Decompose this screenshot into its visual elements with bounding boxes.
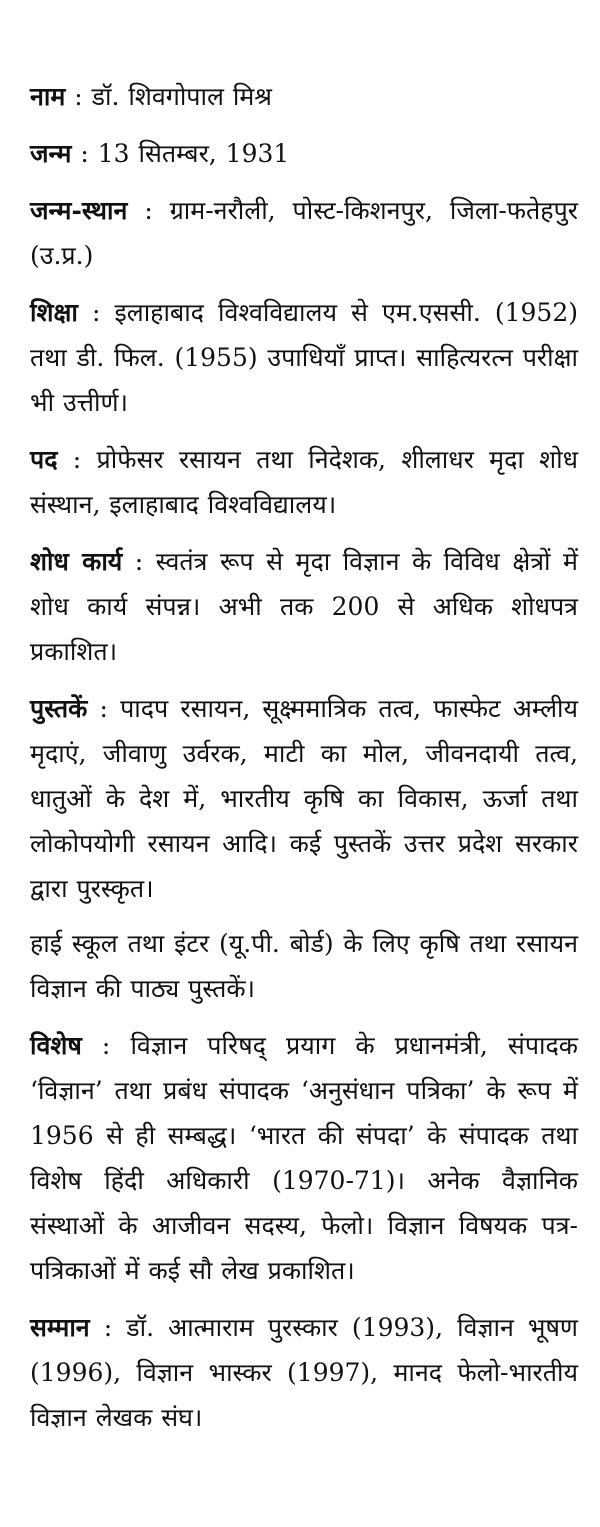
entry-separator: :: [87, 694, 121, 723]
entry-position: [30, 437, 578, 527]
entry-birth: [30, 131, 578, 176]
entry-label: पद: [30, 445, 58, 474]
entry-text: इलाहाबाद विश्वविद्यालय से एम.एससी. (1952) तथा डी. फिल. (1955) उपाधियाँ प्राप्त। साहित्यरत्न परीक्षा भी उत्तीर्ण।: [30, 298, 578, 417]
entry-education: [30, 290, 578, 425]
entry-separator: :: [65, 82, 92, 111]
entry-separator: :: [89, 1313, 127, 1342]
entry-separator: :: [81, 1031, 131, 1060]
entry-label: जन्म-स्थान: [30, 196, 128, 225]
entry-name: [30, 74, 578, 119]
entry-text: ग्राम-नरौली, पोस्ट-किशनपुर, जिला-फतेहपुर (उ.प्र.): [30, 196, 578, 270]
entry-label: पुस्तकें: [30, 694, 88, 723]
entry-label: नाम: [30, 82, 66, 111]
entry-books: [30, 686, 578, 911]
entry-text: प्रोफेसर रसायन तथा निदेशक, शीलाधर मृदा शोध संस्थान, इलाहाबाद विश्वविद्यालय।: [30, 445, 578, 519]
entry-label: जन्म: [30, 139, 72, 168]
entry-separator: :: [71, 139, 98, 168]
entry-separator: :: [127, 196, 170, 225]
entry-text: पादप रसायन, सूक्ष्ममात्रिक तत्व, फास्फेट अम्लीय मृदाएं, जीवाणु उर्वरक, माटी का मोल, जीवनदायी तत्व, धातुओं के देश में, भारतीय कृषि का विकास, ऊर्जा तथा लोकोपयोगी रसायन आदि। कई पुस्तकें उत्तर प्रदेश सरकार द्वारा पुरस्कृत।: [30, 694, 578, 903]
entry-textbooks: [30, 921, 578, 1011]
entry-label: शिक्षा: [30, 298, 78, 327]
entry-research: [30, 539, 578, 674]
entry-text: डॉ. आत्माराम पुरस्कार (1993), विज्ञान भूषण (1996), विज्ञान भास्कर (1997), मानद फेलो-भारतीय विज्ञान लेखक संघ।: [30, 1313, 578, 1432]
entry-separator: :: [57, 445, 97, 474]
entry-text: डॉ. शिवगोपाल मिश्र: [91, 82, 273, 111]
entry-separator: :: [77, 298, 115, 327]
entry-label: विशेष: [30, 1031, 82, 1060]
entry-separator: :: [122, 547, 156, 576]
entry-text: स्वतंत्र रूप से मृदा विज्ञान के विविध क्षेत्रों में शोध कार्य संपन्न। अभी तक 200 से अधिक शोधपत्र प्रकाशित।: [30, 547, 578, 666]
entry-label: सम्मान: [30, 1313, 90, 1342]
entry-label: शोध कार्य: [30, 547, 123, 576]
entry-text: हाई स्कूल तथा इंटर (यू.पी. बोर्ड) के लिए कृषि तथा रसायन विज्ञान की पाठ्य पुस्तकें।: [30, 929, 578, 1003]
entry-text: 13 सितम्बर, 1931: [97, 139, 290, 168]
entry-special: [30, 1023, 578, 1293]
entry-text: विज्ञान परिषद् प्रयाग के प्रधानमंत्री, संपादक ‘विज्ञान’ तथा प्रबंध संपादक ‘अनुसंधान पत्रिका’ के रूप में 1956 से ही सम्बद्ध। ‘भारत की संपदा’ के संपादक तथा विशेष हिंदी अधिकारी (1970-71)। अनेक वैज्ञानिक संस्थाओं के आजीवन सदस्य, फेलो। विज्ञान विषयक पत्र-पत्रिकाओं में कई सौ लेख प्रकाशित।: [30, 1031, 578, 1285]
entry-birthplace: [30, 188, 578, 278]
entry-honours: [30, 1305, 578, 1440]
